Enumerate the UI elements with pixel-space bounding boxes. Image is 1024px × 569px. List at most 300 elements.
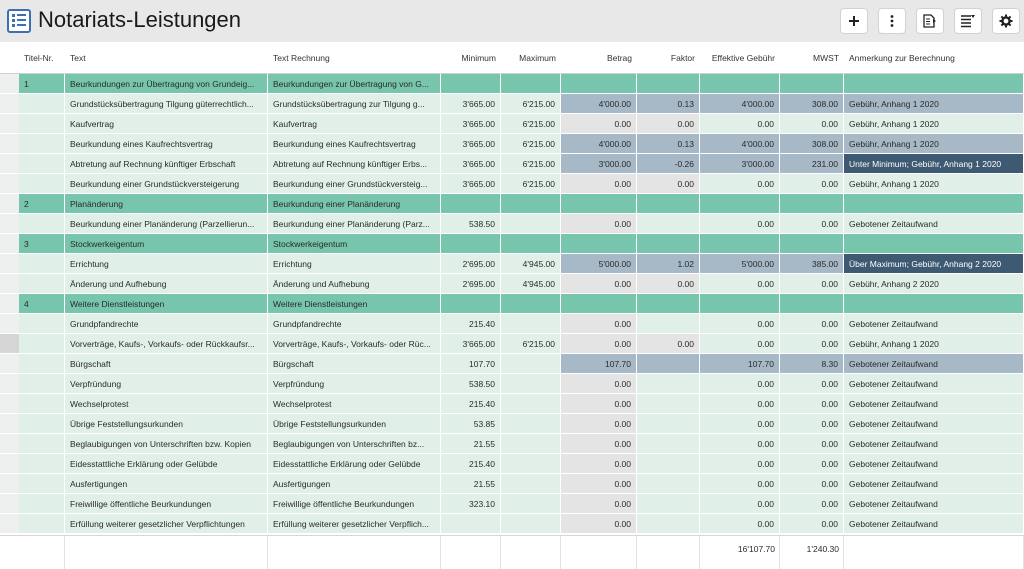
gear-icon [999, 14, 1013, 28]
cell-effektiv: 0.00 [700, 434, 780, 454]
cell-minimum [441, 294, 501, 314]
column-header-text[interactable]: Text [70, 53, 86, 63]
cell-maximum: 6'215.00 [501, 114, 561, 134]
cell-betrag[interactable]: 0.00 [561, 274, 637, 294]
cell-maximum: 4'945.00 [501, 274, 561, 294]
table-row[interactable] [0, 154, 1024, 174]
cell-anmerkung: Gebühr, Anhang 1 2020 [844, 94, 1024, 114]
cell-text_rechnung: Kaufvertrag [268, 114, 441, 134]
row-selector[interactable] [0, 394, 19, 414]
cell-text: Erfüllung weiterer gesetzlicher Verpflichtungen [65, 514, 268, 534]
group-row[interactable] [0, 194, 1024, 214]
cell-nr [19, 414, 65, 434]
cell-mwst: 0.00 [780, 454, 844, 474]
row-selector[interactable] [0, 374, 19, 394]
cell-maximum [501, 394, 561, 414]
cell-minimum: 2'695.00 [441, 274, 501, 294]
cell-minimum: 53.85 [441, 414, 501, 434]
cell-faktor [637, 194, 700, 214]
cell-faktor[interactable] [637, 354, 700, 374]
cell-anmerkung: Gebühr, Anhang 1 2020 [844, 134, 1024, 154]
table-row[interactable] [0, 514, 1024, 534]
cell-anmerkung [844, 294, 1024, 314]
table-row[interactable] [0, 374, 1024, 394]
cell-text: Abtretung auf Rechnung künftiger Erbschaft [65, 154, 268, 174]
cell-betrag [561, 294, 637, 314]
table-row[interactable] [0, 94, 1024, 114]
table-row[interactable] [0, 434, 1024, 454]
cell-mwst: 8.30 [780, 354, 844, 374]
cell-text: Vorverträge, Kaufs-, Vorkaufs- oder Rückkaufsr... [65, 334, 268, 354]
cell-text: Beglaubigungen von Unterschriften bzw. Kopien [65, 434, 268, 454]
more-button[interactable] [878, 8, 906, 34]
cell-text: Übrige Feststellungsurkunden [65, 414, 268, 434]
cell-text: Ausfertigungen [65, 474, 268, 494]
cell-faktor[interactable]: 1.02 [637, 254, 700, 274]
cell-effektiv: 0.00 [700, 494, 780, 514]
cell-anmerkung: Über Maximum; Gebühr, Anhang 2 2020 [844, 254, 1024, 274]
cell-faktor[interactable]: 0.00 [637, 334, 700, 354]
cell-minimum: 323.10 [441, 494, 501, 514]
table-row[interactable] [0, 334, 1024, 354]
cell-text_rechnung: Stockwerkeigentum [268, 234, 441, 254]
table-row[interactable] [0, 354, 1024, 374]
cell-faktor[interactable] [637, 214, 700, 234]
cell-maximum [501, 374, 561, 394]
group-row[interactable] [0, 294, 1024, 314]
cell-mwst: 0.00 [780, 414, 844, 434]
cell-betrag [561, 234, 637, 254]
cell-betrag[interactable]: 4'000.00 [561, 94, 637, 114]
cell-text: Bürgschaft [65, 354, 268, 374]
cell-nr [19, 154, 65, 174]
cell-text: Beurkundung einer Planänderung (Parzellierun... [65, 214, 268, 234]
cell-mwst: 0.00 [780, 214, 844, 234]
cell-nr [19, 314, 65, 334]
cell-faktor[interactable] [637, 374, 700, 394]
cell-faktor[interactable] [637, 454, 700, 474]
cell-effektiv: 0.00 [700, 214, 780, 234]
cell-nr [19, 114, 65, 134]
column-header-anmerkung[interactable]: Anmerkung zur Berechnung [849, 53, 955, 63]
cell-anmerkung: Gebühr, Anhang 2 2020 [844, 274, 1024, 294]
cell-text: Änderung und Aufhebung [65, 274, 268, 294]
cell-anmerkung [844, 74, 1024, 94]
cell-anmerkung: Gebotener Zeitaufwand [844, 514, 1024, 534]
filter-button[interactable] [954, 8, 982, 34]
table-row[interactable] [0, 314, 1024, 334]
cell-maximum [501, 434, 561, 454]
cell-anmerkung: Gebühr, Anhang 1 2020 [844, 114, 1024, 134]
cell-minimum: 3'665.00 [441, 114, 501, 134]
cell-text_rechnung: Freiwillige öffentliche Beurkundungen [268, 494, 441, 514]
cell-betrag[interactable]: 0.00 [561, 494, 637, 514]
row-selector[interactable] [0, 434, 19, 454]
cell-minimum: 3'665.00 [441, 174, 501, 194]
cell-maximum [501, 74, 561, 94]
cell-text_rechnung: Weitere Dienstleistungen [268, 294, 441, 314]
cell-faktor [637, 294, 700, 314]
cell-faktor[interactable]: 0.00 [637, 114, 700, 134]
cell-mwst: 308.00 [780, 134, 844, 154]
cell-nr [19, 514, 65, 534]
column-header-betrag[interactable]: Betrag [606, 53, 632, 63]
table-row[interactable] [0, 414, 1024, 434]
cell-nr [19, 394, 65, 414]
row-selector[interactable] [0, 354, 19, 374]
cell-betrag[interactable]: 0.00 [561, 334, 637, 354]
cell-text: Beurkundungen zur Übertragung von Grundeig... [65, 74, 268, 94]
list-filter-icon [960, 14, 976, 28]
cell-text_rechnung: Beurkundung einer Planänderung (Parz... [268, 214, 441, 234]
cell-faktor[interactable] [637, 314, 700, 334]
cell-anmerkung: Gebühr, Anhang 1 2020 [844, 334, 1024, 354]
cell-betrag[interactable]: 0.00 [561, 114, 637, 134]
title-bar [0, 0, 1024, 42]
cell-effektiv: 3'000.00 [700, 154, 780, 174]
cell-anmerkung: Gebotener Zeitaufwand [844, 214, 1024, 234]
row-selector[interactable] [0, 214, 19, 234]
cell-mwst: 0.00 [780, 474, 844, 494]
table-row[interactable] [0, 214, 1024, 234]
cell-text_rechnung: Grundpfandrechte [268, 314, 441, 334]
cell-text: Grundpfandrechte [65, 314, 268, 334]
cell-effektiv: 0.00 [700, 414, 780, 434]
cell-text: Grundstücksübertragung Tilgung güterrechtlich... [65, 94, 268, 114]
cell-effektiv: 5'000.00 [700, 254, 780, 274]
cell-minimum: 107.70 [441, 354, 501, 374]
document-arrow-icon [922, 14, 938, 28]
cell-text_rechnung: Beurkundung eines Kaufrechtsvertrag [268, 134, 441, 154]
cell-anmerkung: Unter Minimum; Gebühr, Anhang 1 2020 [844, 154, 1024, 174]
footer-cell [19, 536, 65, 569]
cell-effektiv: 0.00 [700, 514, 780, 534]
cell-minimum: 215.40 [441, 454, 501, 474]
column-header-nr[interactable]: Titel-Nr. [24, 53, 54, 63]
cell-text_rechnung: Änderung und Aufhebung [268, 274, 441, 294]
cell-faktor[interactable] [637, 414, 700, 434]
total-vat: 1'240.30 [806, 544, 839, 554]
cell-nr: 3 [19, 234, 65, 254]
cell-nr: 2 [19, 194, 65, 214]
row-selector[interactable] [0, 174, 19, 194]
cell-text_rechnung: Abtretung auf Rechnung künftiger Erbs... [268, 154, 441, 174]
cell-minimum [441, 514, 501, 534]
cell-minimum: 215.40 [441, 314, 501, 334]
cell-text_rechnung: Bürgschaft [268, 354, 441, 374]
footer-cell [268, 536, 441, 569]
cell-effektiv: 0.00 [700, 114, 780, 134]
cell-text_rechnung: Übrige Feststellungsurkunden [268, 414, 441, 434]
cell-faktor [637, 234, 700, 254]
cell-anmerkung: Gebotener Zeitaufwand [844, 454, 1024, 474]
page-title: Notariats-Leistungen [38, 7, 242, 32]
column-header-effektiv[interactable]: Effektive Gebühr [711, 53, 775, 63]
cell-nr [19, 434, 65, 454]
cell-text_rechnung: Beurkundungen zur Übertragung von G... [268, 74, 441, 94]
cell-text_rechnung: Wechselprotest [268, 394, 441, 414]
cell-minimum: 215.40 [441, 394, 501, 414]
cell-mwst: 0.00 [780, 514, 844, 534]
cell-nr [19, 254, 65, 274]
cell-mwst: 0.00 [780, 494, 844, 514]
cell-mwst: 0.00 [780, 374, 844, 394]
cell-anmerkung: Gebotener Zeitaufwand [844, 434, 1024, 454]
cell-anmerkung: Gebotener Zeitaufwand [844, 394, 1024, 414]
cell-mwst: 385.00 [780, 254, 844, 274]
table-row[interactable] [0, 474, 1024, 494]
cell-nr: 4 [19, 294, 65, 314]
footer-cell [561, 536, 637, 569]
cell-maximum: 6'215.00 [501, 94, 561, 114]
cell-nr: 1 [19, 74, 65, 94]
cell-anmerkung [844, 234, 1024, 254]
row-selector[interactable] [0, 254, 19, 274]
cell-mwst: 0.00 [780, 174, 844, 194]
cell-betrag [561, 74, 637, 94]
table-row[interactable] [0, 134, 1024, 154]
cell-minimum: 21.55 [441, 434, 501, 454]
cell-betrag[interactable]: 0.00 [561, 454, 637, 474]
cell-minimum: 2'695.00 [441, 254, 501, 274]
row-selector[interactable] [0, 274, 19, 294]
column-header-mwst[interactable]: MWST [813, 53, 839, 63]
row-selector[interactable] [0, 514, 19, 534]
cell-effektiv [700, 74, 780, 94]
cell-effektiv [700, 234, 780, 254]
fees-table [0, 42, 1024, 569]
footer-cell [441, 536, 501, 569]
table-row[interactable] [0, 274, 1024, 294]
cell-faktor[interactable]: 0.13 [637, 94, 700, 114]
cell-betrag[interactable]: 0.00 [561, 474, 637, 494]
cell-mwst [780, 74, 844, 94]
column-header-faktor[interactable]: Faktor [670, 53, 695, 63]
cell-text_rechnung: Errichtung [268, 254, 441, 274]
cell-faktor[interactable]: 0.00 [637, 174, 700, 194]
cell-maximum: 6'215.00 [501, 134, 561, 154]
row-selector[interactable] [0, 494, 19, 514]
cell-maximum [501, 494, 561, 514]
cell-text: Stockwerkeigentum [65, 234, 268, 254]
cell-maximum [501, 474, 561, 494]
footer-cell [844, 536, 1024, 569]
column-header-minimum[interactable]: Minimum [461, 53, 496, 63]
cell-maximum [501, 354, 561, 374]
cell-betrag[interactable]: 0.00 [561, 434, 637, 454]
cell-minimum: 3'665.00 [441, 154, 501, 174]
row-selector[interactable] [0, 334, 19, 354]
cell-text_rechnung: Grundstücksübertragung zur Tilgung g... [268, 94, 441, 114]
cell-mwst: 308.00 [780, 94, 844, 114]
cell-betrag[interactable]: 0.00 [561, 174, 637, 194]
cell-faktor[interactable]: 0.00 [637, 274, 700, 294]
cell-effektiv: 0.00 [700, 314, 780, 334]
cell-maximum [501, 414, 561, 434]
cell-maximum [501, 194, 561, 214]
cell-faktor[interactable]: -0.26 [637, 154, 700, 174]
cell-minimum: 3'665.00 [441, 94, 501, 114]
cell-text: Errichtung [65, 254, 268, 274]
cell-nr [19, 354, 65, 374]
cell-effektiv: 0.00 [700, 454, 780, 474]
cell-anmerkung [844, 194, 1024, 214]
row-selector[interactable] [0, 94, 19, 114]
cell-mwst: 0.00 [780, 394, 844, 414]
footer-cell [65, 536, 268, 569]
table-row[interactable] [0, 454, 1024, 474]
cell-text: Beurkundung einer Grundstückversteigerung [65, 174, 268, 194]
cell-text_rechnung: Vorverträge, Kaufs-, Vorkaufs- oder Rüc... [268, 334, 441, 354]
cell-mwst: 0.00 [780, 434, 844, 454]
table-list-icon [7, 9, 31, 33]
cell-faktor[interactable] [637, 474, 700, 494]
cell-text: Eidesstattliche Erklärung oder Gelübde [65, 454, 268, 474]
cell-effektiv: 0.00 [700, 274, 780, 294]
row-selector[interactable] [0, 474, 19, 494]
column-header-maximum[interactable]: Maximum [519, 53, 556, 63]
cell-betrag[interactable]: 0.00 [561, 394, 637, 414]
column-header-text_rechnung[interactable]: Text Rechnung [273, 53, 330, 63]
cell-minimum: 3'665.00 [441, 134, 501, 154]
cell-effektiv: 4'000.00 [700, 94, 780, 114]
cell-text: Freiwillige öffentliche Beurkundungen [65, 494, 268, 514]
row-selector[interactable] [0, 74, 19, 94]
table-row[interactable] [0, 394, 1024, 414]
table-row[interactable] [0, 254, 1024, 274]
cell-maximum [501, 214, 561, 234]
footer-cell [637, 536, 700, 569]
cell-effektiv: 107.70 [700, 354, 780, 374]
cell-mwst: 0.00 [780, 114, 844, 134]
cell-maximum: 6'215.00 [501, 154, 561, 174]
cell-nr [19, 454, 65, 474]
cell-maximum [501, 294, 561, 314]
cell-maximum [501, 314, 561, 334]
cell-text: Verpfründung [65, 374, 268, 394]
cell-mwst [780, 194, 844, 214]
cell-faktor[interactable] [637, 434, 700, 454]
cell-text_rechnung: Ausfertigungen [268, 474, 441, 494]
cell-nr [19, 134, 65, 154]
cell-minimum [441, 74, 501, 94]
cell-minimum [441, 194, 501, 214]
row-selector[interactable] [0, 314, 19, 334]
cell-nr [19, 174, 65, 194]
cell-text_rechnung: Verpfründung [268, 374, 441, 394]
total-effective-fee: 16'107.70 [737, 544, 775, 554]
cell-effektiv [700, 294, 780, 314]
plus-icon [847, 14, 861, 28]
cell-text_rechnung: Beurkundung einer Grundstückversteig... [268, 174, 441, 194]
cell-mwst: 0.00 [780, 274, 844, 294]
cell-mwst: 231.00 [780, 154, 844, 174]
cell-mwst [780, 294, 844, 314]
cell-text: Planänderung [65, 194, 268, 214]
cell-text_rechnung: Beurkundung einer Planänderung [268, 194, 441, 214]
cell-betrag[interactable]: 3'000.00 [561, 154, 637, 174]
cell-faktor[interactable] [637, 514, 700, 534]
cell-text: Weitere Dienstleistungen [65, 294, 268, 314]
add-button[interactable] [840, 8, 868, 34]
table-row[interactable] [0, 174, 1024, 194]
cell-betrag[interactable]: 0.00 [561, 514, 637, 534]
cell-betrag[interactable]: 0.00 [561, 374, 637, 394]
group-row[interactable] [0, 74, 1024, 94]
cell-maximum [501, 514, 561, 534]
cell-maximum: 4'945.00 [501, 254, 561, 274]
cell-nr [19, 274, 65, 294]
row-selector[interactable] [0, 114, 19, 134]
table-header [0, 42, 1024, 74]
row-selector[interactable] [0, 294, 19, 314]
row-selector[interactable] [0, 134, 19, 154]
cell-faktor[interactable] [637, 394, 700, 414]
cell-minimum [441, 234, 501, 254]
cell-minimum: 538.50 [441, 214, 501, 234]
group-row[interactable] [0, 234, 1024, 254]
cell-text: Kaufvertrag [65, 114, 268, 134]
table-footer [0, 535, 1024, 568]
cell-effektiv: 4'000.00 [700, 134, 780, 154]
cell-betrag[interactable]: 5'000.00 [561, 254, 637, 274]
cell-nr [19, 474, 65, 494]
row-selector[interactable] [0, 234, 19, 254]
cell-minimum: 538.50 [441, 374, 501, 394]
cell-nr [19, 94, 65, 114]
table-row[interactable] [0, 114, 1024, 134]
cell-anmerkung: Gebühr, Anhang 1 2020 [844, 174, 1024, 194]
cell-betrag[interactable]: 0.00 [561, 214, 637, 234]
cell-effektiv: 0.00 [700, 474, 780, 494]
cell-minimum: 3'665.00 [441, 334, 501, 354]
cell-nr [19, 494, 65, 514]
cell-anmerkung: Gebotener Zeitaufwand [844, 474, 1024, 494]
cell-effektiv: 0.00 [700, 394, 780, 414]
cell-mwst: 0.00 [780, 334, 844, 354]
cell-betrag[interactable]: 0.00 [561, 414, 637, 434]
row-selector[interactable] [0, 194, 19, 214]
row-selector[interactable] [0, 414, 19, 434]
cell-mwst: 0.00 [780, 314, 844, 334]
cell-betrag[interactable]: 107.70 [561, 354, 637, 374]
cell-nr [19, 374, 65, 394]
cell-betrag [561, 194, 637, 214]
cell-anmerkung: Gebotener Zeitaufwand [844, 374, 1024, 394]
cell-betrag[interactable]: 0.00 [561, 314, 637, 334]
cell-faktor[interactable]: 0.13 [637, 134, 700, 154]
vertical-dots-icon [885, 14, 899, 28]
settings-button[interactable] [992, 8, 1020, 34]
cell-text: Wechselprotest [65, 394, 268, 414]
row-selector[interactable] [0, 454, 19, 474]
cell-effektiv: 0.00 [700, 374, 780, 394]
table-row[interactable] [0, 494, 1024, 514]
cell-anmerkung: Gebotener Zeitaufwand [844, 414, 1024, 434]
cell-effektiv: 0.00 [700, 174, 780, 194]
cell-text_rechnung: Erfüllung weiterer gesetzlicher Verpflich... [268, 514, 441, 534]
cell-minimum: 21.55 [441, 474, 501, 494]
cell-betrag[interactable]: 4'000.00 [561, 134, 637, 154]
row-selector[interactable] [0, 154, 19, 174]
cell-text_rechnung: Eidesstattliche Erklärung oder Gelübde [268, 454, 441, 474]
cell-nr [19, 334, 65, 354]
export-button[interactable] [916, 8, 944, 34]
cell-faktor[interactable] [637, 494, 700, 514]
cell-effektiv [700, 194, 780, 214]
cell-maximum [501, 234, 561, 254]
cell-text: Beurkundung eines Kaufrechtsvertrag [65, 134, 268, 154]
